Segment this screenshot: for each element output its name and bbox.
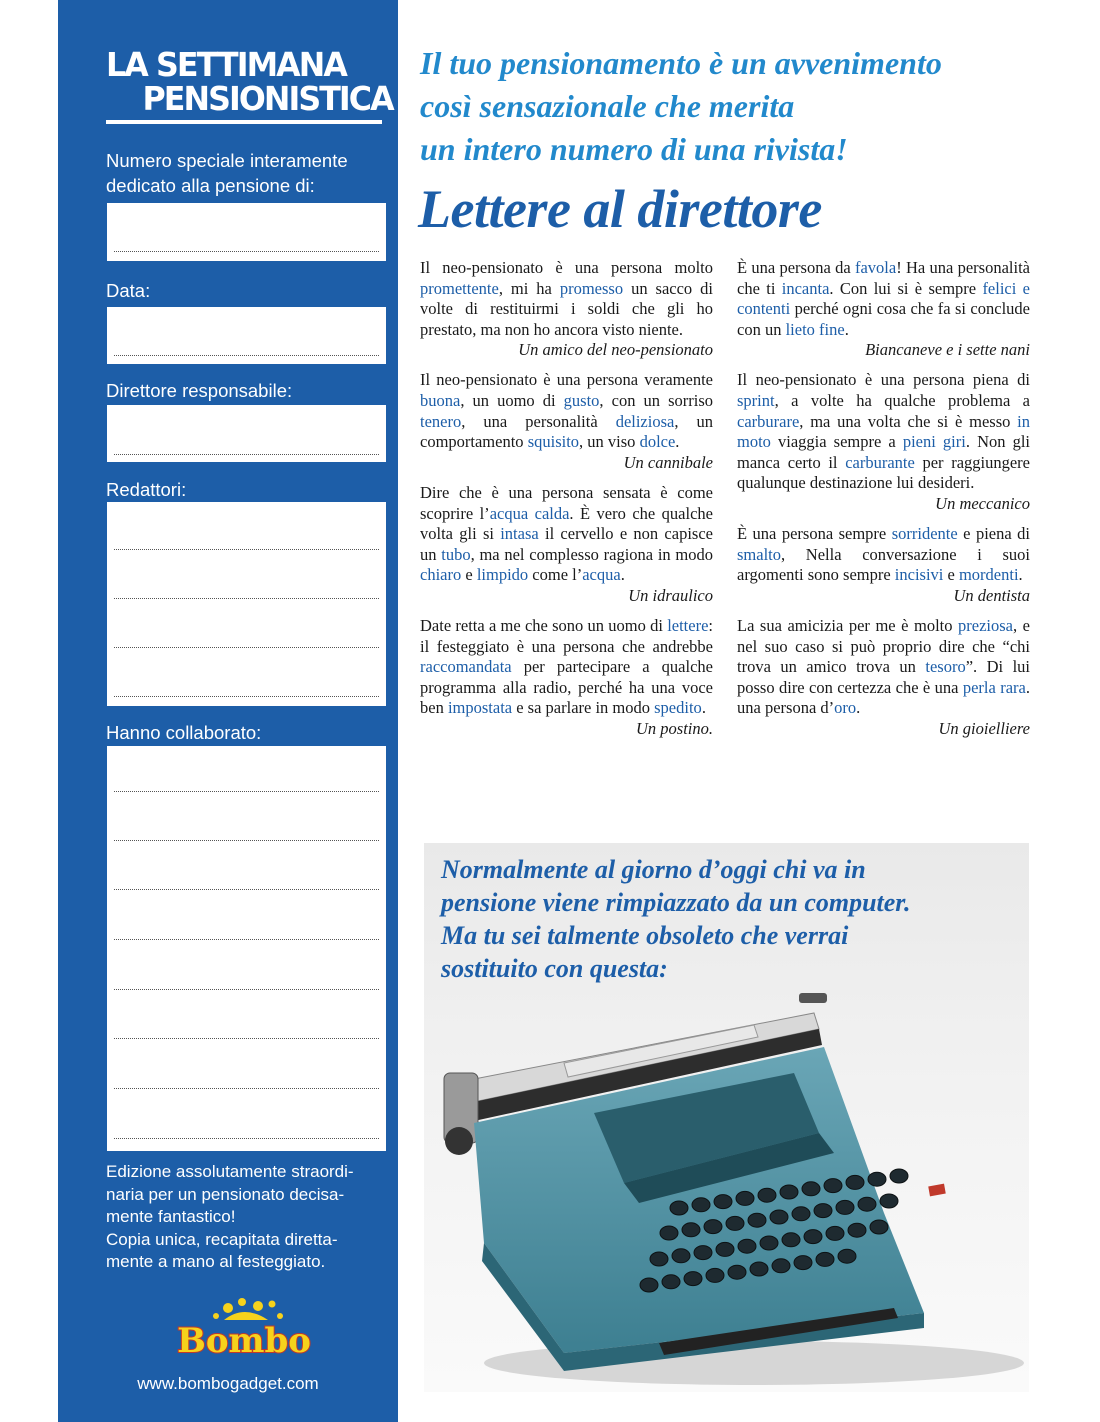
highlighted-word: squisito <box>527 432 580 452</box>
dotted-line <box>114 1088 379 1089</box>
key-icon <box>836 1200 854 1214</box>
key-icon <box>760 1236 778 1250</box>
key-icon <box>890 1169 908 1183</box>
letter-to-editor <box>420 616 713 740</box>
retiree-name-field[interactable] <box>107 203 386 261</box>
letter-text: il cervello e non capisce un <box>420 524 713 564</box>
highlighted-word: in moto <box>737 411 1030 452</box>
intro-line-1: Numero speciale interamente <box>106 150 348 171</box>
highlighted-word: raccomandata <box>420 657 512 677</box>
letter-text: perché ogni cosa che fa si conclude con un <box>737 299 1030 339</box>
key-icon <box>802 1182 820 1196</box>
key-icon <box>792 1207 810 1221</box>
letter-text: , e nel suo caso si può proprio dire che “chi trova un amico trova un <box>737 616 1030 677</box>
letter-text: . Non gli manca certo il <box>737 432 1030 472</box>
letter-text: , un comportamento <box>420 411 714 452</box>
highlighted-word: limpido <box>476 565 529 585</box>
key-icon <box>804 1230 822 1244</box>
letter-text: : il festeggiato è una persona che andrebbe <box>420 616 713 656</box>
letter-to-editor <box>420 258 713 361</box>
logo-underline <box>106 120 382 124</box>
key-icon <box>814 1204 832 1218</box>
key-icon <box>880 1194 898 1208</box>
highlighted-word: sorridente <box>891 524 958 544</box>
note-line: Copia unica, recapitata diretta- <box>106 1229 338 1249</box>
dotted-line <box>114 549 379 550</box>
key-icon <box>684 1272 702 1286</box>
key-icon <box>848 1223 866 1237</box>
highlighted-word: dolce <box>639 432 676 452</box>
key-icon <box>714 1195 732 1209</box>
letter-text: Il neo-pensionato è una persona molto <box>420 258 713 277</box>
letter-text: . <box>844 319 849 339</box>
caption-line: sostituito con questa: <box>441 954 668 983</box>
note-line: mente fantastico! <box>106 1207 236 1227</box>
letter-text: . <box>856 698 861 718</box>
key-icon <box>868 1172 886 1186</box>
letter-to-editor <box>420 483 713 607</box>
key-icon <box>660 1226 678 1240</box>
website-url[interactable]: www.bombogadget.com <box>137 1374 319 1393</box>
letter-text: , ma una volta che si è messo <box>799 411 1018 431</box>
key-icon <box>682 1223 700 1237</box>
key-icon <box>728 1265 746 1279</box>
letter-signature: Un dentista <box>953 585 1030 605</box>
key-icon <box>670 1201 688 1215</box>
note-line: mente a mano al festeggiato. <box>106 1252 326 1272</box>
date-field[interactable] <box>107 307 386 364</box>
director-field[interactable] <box>107 405 386 462</box>
splash-icon <box>213 1298 283 1320</box>
letter-text: . È vero che qualche volta gli si <box>420 503 713 544</box>
caption-line: pensione viene rimpiazzato da un computer. <box>441 888 911 917</box>
letter-text: . <box>1018 565 1023 585</box>
key-icon <box>726 1216 744 1230</box>
logo-line-2: PENSIONISTICA <box>142 79 393 118</box>
highlighted-word: tesoro <box>925 657 966 677</box>
dotted-line <box>114 647 379 648</box>
highlighted-word: tubo <box>441 544 471 564</box>
letter-text: e piena di <box>957 524 1031 544</box>
key-icon <box>838 1249 856 1263</box>
highlighted-word: favola <box>854 258 897 277</box>
highlighted-word: sprint <box>737 391 775 411</box>
letters-column-right <box>737 258 1030 749</box>
highlighted-word: carburare <box>737 411 800 431</box>
letter-signature: Un idraulico <box>628 585 713 605</box>
letter-text: . <box>701 698 706 718</box>
highlighted-word: impostata <box>447 698 513 718</box>
letter-text: ”. Di lui posso dire con certezza che è una <box>737 657 1030 697</box>
highlighted-word: incanta <box>781 278 830 298</box>
key-icon <box>706 1268 724 1282</box>
highlighted-word: felici e contenti <box>737 278 1030 319</box>
highlighted-word: lettere <box>667 616 709 635</box>
letter-text: , a volte ha qualche problema a <box>774 391 1030 411</box>
director-label: Direttore responsabile: <box>106 380 293 401</box>
highlighted-word: gusto <box>563 391 600 411</box>
letter-to-editor <box>420 370 713 473</box>
letter-text: ! Ha una personalità che ti <box>737 258 1030 298</box>
key-icon <box>738 1239 756 1253</box>
letter-text: La sua amicizia per me è molto <box>737 616 959 635</box>
key-icon <box>640 1278 658 1292</box>
note-line: Edizione assolutamente straordi- <box>106 1162 354 1181</box>
letter-signature: Un gioielliere <box>938 718 1030 738</box>
letter-text: , Nella conversazione i suoi argomenti sono sempre <box>737 544 1030 585</box>
dotted-line <box>114 889 379 890</box>
letter-to-editor <box>737 616 1030 740</box>
letter-text: per raggiungere qualunque destinazione lui desideri. <box>737 452 1030 493</box>
letter-text: È una persona da <box>737 258 855 277</box>
key-icon <box>826 1226 844 1240</box>
key-icon <box>748 1213 766 1227</box>
section-title: Lettere al direttore <box>418 179 822 239</box>
key-icon <box>704 1220 722 1234</box>
highlighted-word: buona <box>420 391 461 411</box>
highlighted-word: incisivi <box>894 565 944 585</box>
key-icon <box>672 1249 690 1263</box>
collaborators-label: Hanno collaborato: <box>106 722 262 743</box>
bombo-logo <box>177 1296 311 1366</box>
key-icon <box>750 1262 768 1276</box>
letter-signature: Un meccanico <box>935 494 1030 514</box>
key-icon <box>780 1185 798 1199</box>
letter-signature: Un postino. <box>635 718 713 738</box>
key-icon <box>824 1179 842 1193</box>
letter-body <box>737 370 1030 494</box>
letter-text: , una personalità <box>461 411 616 431</box>
highlighted-word: oro <box>834 698 857 718</box>
letters-column-left <box>420 258 713 749</box>
letter-text: e <box>461 565 477 585</box>
dotted-line <box>114 251 379 252</box>
headline-line: così sensazionale che merita <box>420 88 795 124</box>
letter-body <box>737 524 1030 586</box>
key-icon <box>846 1175 864 1189</box>
highlighted-word: spedito <box>654 698 702 718</box>
letter-text: per partecipare a qualche programma alla radio, perché ha una voce ben <box>420 657 713 718</box>
letter-body <box>420 616 713 719</box>
highlighted-word: tenero <box>420 411 462 431</box>
highlighted-word: carburante <box>845 452 915 472</box>
letter-text: , un uomo di <box>460 391 564 411</box>
letter-text: È una persona sempre <box>737 524 892 544</box>
dotted-line <box>114 989 379 990</box>
date-label: Data: <box>106 280 151 301</box>
letter-to-editor <box>737 524 1030 606</box>
key-icon <box>794 1256 812 1270</box>
caption-line: Ma tu sei talmente obsoleto che verrai <box>441 921 849 950</box>
letter-body <box>420 258 713 340</box>
key-icon <box>816 1252 834 1266</box>
letter-body <box>737 616 1030 719</box>
letter-text: come l’ <box>528 565 583 585</box>
highlighted-word: pieni giri <box>902 432 966 452</box>
letter-signature: Biancaneve e i sette nani <box>865 340 1030 360</box>
highlighted-word: smalto <box>737 544 781 564</box>
key-icon <box>770 1210 788 1224</box>
letter-to-editor <box>737 258 1030 361</box>
editors-label: Redattori: <box>106 479 187 500</box>
typewriter-image <box>424 993 1029 1392</box>
key-icon <box>782 1233 800 1247</box>
highlighted-word: intasa <box>500 524 539 544</box>
highlighted-word: preziosa <box>958 616 1014 635</box>
key-icon <box>650 1252 668 1266</box>
key-icon <box>716 1242 734 1256</box>
dotted-line <box>114 355 379 356</box>
letter-to-editor <box>737 370 1030 514</box>
dotted-line <box>114 696 379 697</box>
highlighted-word: lieto fine <box>785 319 845 339</box>
highlighted-word: promesso <box>559 278 624 298</box>
editors-field[interactable] <box>107 502 386 706</box>
highlighted-word: acqua calda <box>489 503 570 523</box>
headline-line: Il tuo pensionamento è un avvenimento <box>420 45 942 81</box>
key-icon <box>858 1197 876 1211</box>
letter-text: , un viso <box>579 432 640 452</box>
typewriter-photo-panel <box>424 843 1029 1392</box>
letter-text: Il neo-pensionato è una persona veramente <box>420 370 713 390</box>
letter-text: , mi ha <box>498 278 560 298</box>
letter-text: . una persona d’ <box>737 677 1030 718</box>
dotted-line <box>114 598 379 599</box>
red-key-icon <box>928 1184 945 1197</box>
note-line: naria per un pensionato decisa- <box>106 1184 345 1204</box>
key-icon <box>662 1275 680 1289</box>
letter-text: , ma nel complesso ragiona in modo <box>470 544 714 564</box>
letter-text: , con un sorriso <box>599 391 713 411</box>
headline <box>420 42 1080 171</box>
dotted-line <box>114 840 379 841</box>
letter-text: . <box>620 565 625 585</box>
letter-text: Il neo-pensionato è una persona piena di <box>737 370 1030 390</box>
letter-text: viaggia sempre a <box>770 432 903 452</box>
letter-body <box>420 483 713 586</box>
letter-text: Dire che è una persona sensata è come scoprire l’ <box>420 482 713 523</box>
letter-body <box>420 370 713 452</box>
key-icon <box>772 1259 790 1273</box>
key-icon <box>692 1198 710 1212</box>
letter-signature: Un cannibale <box>623 452 713 472</box>
photo-caption <box>441 853 1021 985</box>
caption-line: Normalmente al giorno d’oggi chi va in <box>441 855 866 884</box>
dotted-line <box>114 939 379 940</box>
letter-text: . Con lui si è sempre <box>829 278 983 298</box>
letter-text: e sa parlare in modo <box>512 698 655 718</box>
key-icon <box>870 1220 888 1234</box>
sidebar <box>58 0 398 1422</box>
highlighted-word: deliziosa <box>615 411 675 431</box>
edition-note <box>106 1161 396 1274</box>
intro-text <box>106 148 348 198</box>
collaborators-field[interactable] <box>107 746 386 1151</box>
intro-line-2: dedicato alla pensione di: <box>106 175 315 196</box>
letter-text: Date retta a me che sono un uomo di <box>420 616 668 635</box>
headline-line: un intero numero di una rivista! <box>420 131 848 167</box>
letter-signature: Un amico del neo-pensionato <box>518 340 713 360</box>
highlighted-word: mordenti <box>958 565 1019 585</box>
logo-line-1: LA SETTIMANA <box>106 45 346 84</box>
letter-body <box>737 258 1030 340</box>
letter-text: un sacco di volte di restituirmi i soldi che gli ho prestato, ma non ho ancora visto niente. <box>420 278 713 339</box>
bombo-logo-text: Bombo <box>177 1321 311 1361</box>
highlighted-word: perla rara <box>962 677 1026 697</box>
letter-text: . <box>675 432 680 452</box>
letter-text: e <box>943 565 959 585</box>
highlighted-word: chiaro <box>420 565 462 585</box>
dotted-line <box>114 454 379 455</box>
dotted-line <box>114 1138 379 1139</box>
key-icon <box>758 1188 776 1202</box>
magazine-logo <box>106 45 393 124</box>
highlighted-word: promettente <box>420 278 499 298</box>
key-icon <box>736 1191 754 1205</box>
highlighted-word: acqua <box>582 565 621 585</box>
dotted-line <box>114 1038 379 1039</box>
dotted-line <box>114 791 379 792</box>
key-icon <box>694 1246 712 1260</box>
